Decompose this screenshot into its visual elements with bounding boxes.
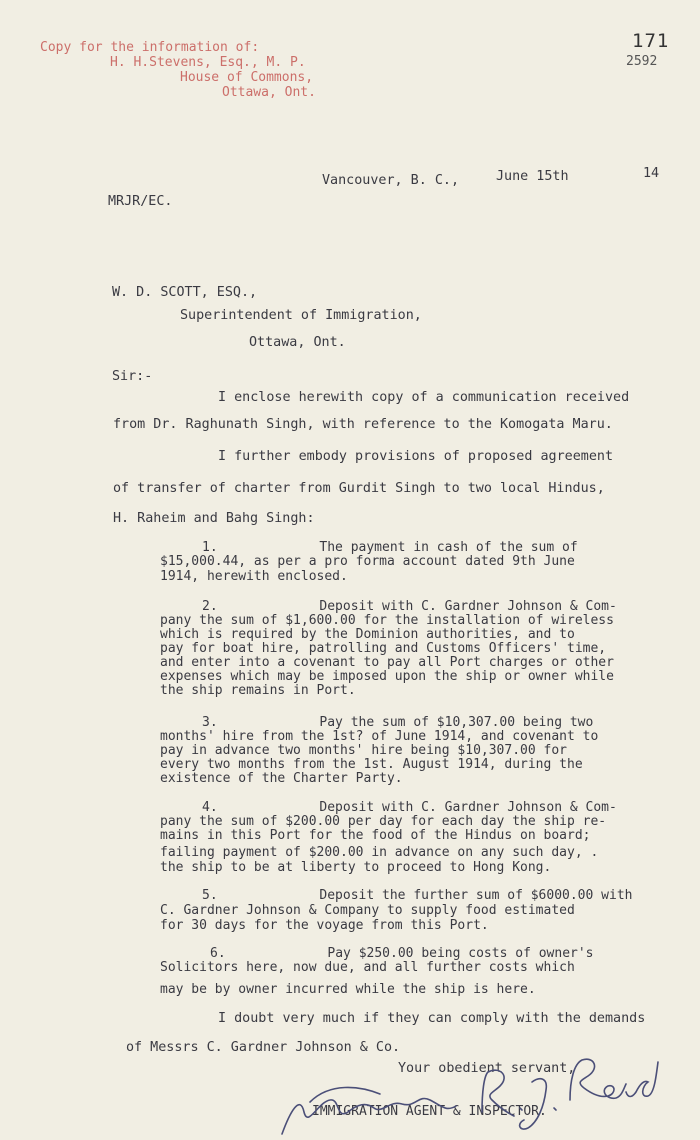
item-3-line: existence of the Charter Party. <box>160 771 403 786</box>
item-3-line: pay in advance two months' hire being $10,307.00 for <box>160 743 567 758</box>
item-6-line: may be by owner incurred while the ship is here. <box>160 982 536 997</box>
item-5-line: for 30 days for the voyage from this Port. <box>160 918 489 933</box>
dateline-place: Vancouver, B. C., <box>322 173 460 188</box>
signature-title: IMMIGRATION AGENT & INSPECTOR. <box>312 1104 547 1119</box>
item-2-line: 2. Deposit with C. Gardner Johnson & Com- <box>202 599 617 614</box>
item-2-line: expenses which may be imposed upon the ship or owner while <box>160 669 614 684</box>
closing-line: I doubt very much if they can comply with the demands <box>218 1011 646 1026</box>
file-number: 2592 <box>626 54 658 69</box>
recipient-name: W. D. SCOTT, ESQ., <box>112 285 258 300</box>
complimentary-close: Your obedient servant, <box>398 1061 576 1076</box>
salutation: Sir:- <box>112 369 153 384</box>
item-2-line: which is required by the Dominion authorities, and to <box>160 627 575 642</box>
item-4-line: the ship to be at liberty to proceed to Hong Kong. <box>160 860 552 875</box>
item-4-line: failing payment of $200.00 in advance on any such day, . <box>160 845 599 860</box>
paragraph-line: I further embody provisions of proposed agreement <box>218 449 614 464</box>
dateline-year: 14 <box>643 166 660 181</box>
copy-addressee-name: H. H.Stevens, Esq., M. P. <box>110 55 306 70</box>
handwritten-signature <box>270 1042 670 1140</box>
item-5-line: 5. Deposit the further sum of $6000.00 with <box>202 888 633 903</box>
item-6-line: 6. Pay $250.00 being costs of owner's <box>210 946 594 961</box>
paragraph-line: from Dr. Raghunath Singh, with reference to the Komogata Maru. <box>113 417 613 432</box>
item-4-line: pany the sum of $200.00 per day for each day the ship re- <box>160 814 607 829</box>
item-2-line: the ship remains in Port. <box>160 683 356 698</box>
dateline-date: June 15th <box>496 169 569 184</box>
item-2-line: and enter into a covenant to pay all Port charges or other <box>160 655 614 670</box>
page-number: 171 <box>632 30 670 52</box>
item-1-line: 1. The payment in cash of the sum of <box>202 540 578 555</box>
closing-line: of Messrs C. Gardner Johnson & Co. <box>126 1040 401 1055</box>
copy-line: Copy for the information of: <box>40 40 260 55</box>
item-4-line: mains in this Port for the food of the Hindus on board; <box>160 828 591 843</box>
copy-addressee-city: Ottawa, Ont. <box>222 85 316 100</box>
reference-code: MRJR/EC. <box>108 194 173 209</box>
item-4-line: 4. Deposit with C. Gardner Johnson & Com- <box>202 800 617 815</box>
paragraph-line: I enclose herewith copy of a communication received <box>218 390 630 405</box>
recipient-city: Ottawa, Ont. <box>249 335 346 350</box>
item-2-line: pany the sum of $1,600.00 for the installation of wireless <box>160 613 614 628</box>
item-3-line: every two months from the 1st. August 1914, during the <box>160 757 583 772</box>
item-2-line: pay for boat hire, patrolling and Customs Officers' time, <box>160 641 607 656</box>
item-5-line: C. Gardner Johnson & Company to supply food estimated <box>160 903 575 918</box>
item-1-line: 1914, herewith enclosed. <box>160 569 348 584</box>
copy-addressee-house: House of Commons, <box>180 70 314 85</box>
recipient-title: Superintendent of Immigration, <box>180 308 422 323</box>
item-3-line: months' hire from the 1st? of June 1914, and covenant to <box>160 729 599 744</box>
paragraph-line: of transfer of charter from Gurdit Singh to two local Hindus, <box>113 481 605 496</box>
paragraph-line: H. Raheim and Bahg Singh: <box>113 511 315 526</box>
item-6-line: Solicitors here, now due, and all further costs which <box>160 960 575 975</box>
item-1-line: $15,000.44, as per a pro forma account dated 9th June <box>160 554 575 569</box>
item-3-line: 3. Pay the sum of $10,307.00 being two <box>202 715 594 730</box>
